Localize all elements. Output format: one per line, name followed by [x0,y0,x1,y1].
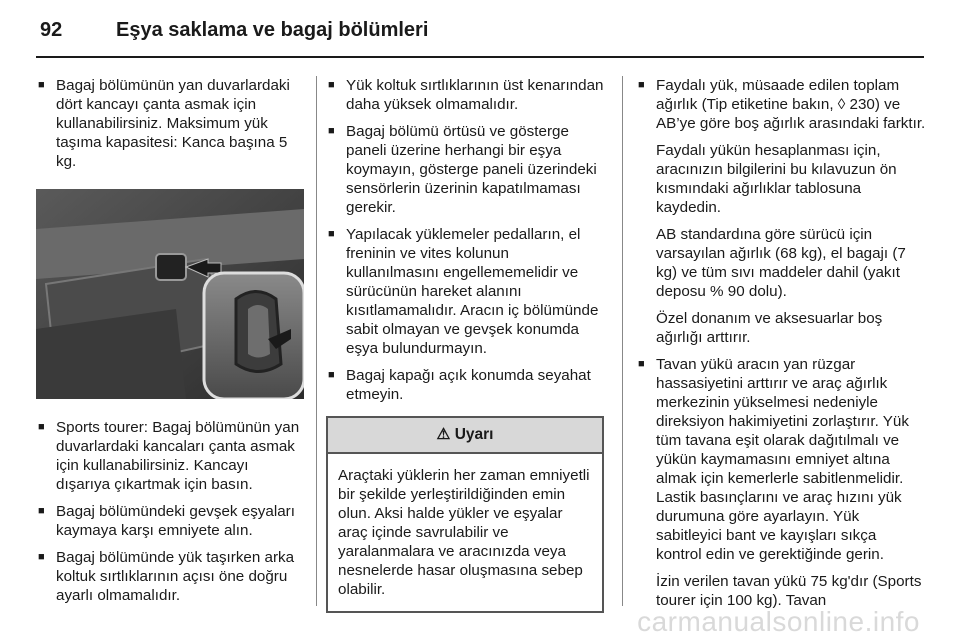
column-3 [636,76,926,618]
page-title: Eşya saklama ve bagaj bölümleri [116,19,429,41]
paragraph: AB standardına göre sürücü için varsayılan ağırlık (68 kg), el bagajı (7 kg) ve tüm sıvı maddeler dahil (yakıt deposu % 90 dolu). [656,226,906,300]
list-item: ■ Bagaj bölümündeki gevşek eşyaları kaymaya karşı emniyete alın. [36,502,304,540]
column-2 [326,76,604,613]
list-item: ■ Sports tourer: Bagaj bölümünün yan duvarlardaki kancaları çanta asmak için kullanabilirsiniz. Kancayı dışarıya çıkartmak için basın. [36,418,304,494]
warning-text: Araçtaki yüklerin her zaman emniyetli bir şekilde yerleştirildiğinden emin olun. Aksi halde yükler ve eşyalar araç içinde savrulabilir ve yaralanmalara ve aracınızda veya nesnelerde hasar oluşmasına sebep olabilir. [338,467,590,598]
warning-title: Uyarı [454,426,494,443]
paragraph: İzin verilen tavan yükü 75 kg'dır (Sports tourer için 100 kg). Tavan [656,573,922,609]
column-1 [36,76,304,613]
warning-triangle-icon: ⚠ [436,426,451,443]
column-divider [622,76,623,606]
header-rule [36,56,924,58]
list-item: ■ Bagaj bölümünün yan duvarlardaki dört kancayı çanta asmak için kullanabilirsiniz. Maksimum yük taşıma kapasitesi: Kanca başına 5 kg. [36,76,304,171]
paragraph: Faydalı yükün hesaplanması için, aracınızın bilgilerini bu kılavuzun ön kısmındaki ağırlıklar tablosuna kaydedin. [656,142,897,216]
list-item: ■ Yapılacak yüklemeler pedalların, el freninin ve vites kolunun kullanılmasını engellememelidir ve sürücünün hareket alanını kısıtlamamalıdır. Aracın iç bölümünde sabit olmayan ve gevşek konumda eşya bulundurmayın. [326,225,604,358]
list-item: ■ Tavan yükü aracın yan rüzgar hassasiyetini arttırır ve araç ağırlık merkezinin yükselmesi nedeniyle direksiyon hakimiyetini zorlaştırır. Yük tüm tavana eşit olarak dağıtılmalı ve yükün kaymamasını emniyet altına almak için kemerlerle sabitlenmelidir. Lastik basınçlarını ve araç hızını yük durumuna göre ayarlayın. Yük sabitleyici bant ve kayışları sıkça kontrol edin ve gerektiğinde gerin. [636,355,926,564]
list-item: ■ Yük koltuk sırtlıklarının üst kenarından daha yüksek olmamalıdır. [326,76,604,114]
list-item: ■ Bagaj bölümü örtüsü ve gösterge paneli üzerine herhangi bir eşya koymayın, gösterge paneli üzerindeki sensörlerin üzerinin kapatılmaması gerekir. [326,122,604,217]
luggage-hook-photo [36,189,304,399]
paragraph: Özel donanım ve aksesuarlar boş ağırlığı arttırır. [656,310,883,346]
watermark: carmanualsonline.info [637,606,920,637]
list-item: ■ Bagaj bölümünde yük taşırken arka koltuk sırtlıklarının açısı öne doğru ayarlı olmamalıdır. [36,548,304,605]
column-divider [316,76,317,606]
list-item: ■ Faydalı yük, müsaade edilen toplam ağırlık (Tip etiketine bakın, ◊ 230) ve AB’ye göre boş ağırlık arasındaki farktır. [636,76,926,133]
list-item: ■ Bagaj kapağı açık konumda seyahat etmeyin. [326,366,604,404]
warning-box [326,416,604,613]
page-header [36,14,924,54]
page-number: 92 [40,19,63,41]
warning-header [328,418,602,454]
